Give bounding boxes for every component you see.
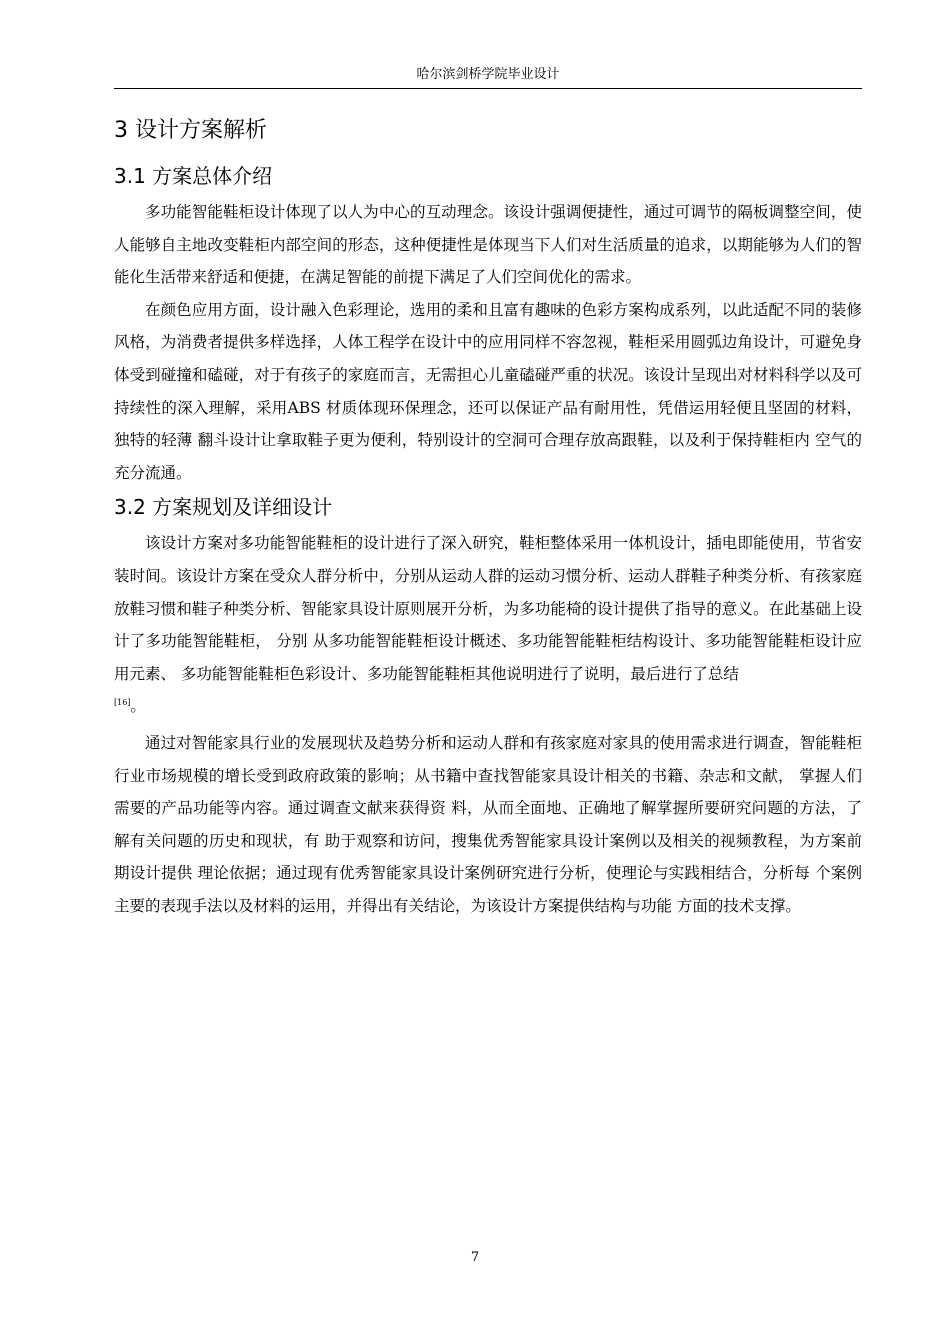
paragraph: 通过对智能家具行业的发展现状及趋势分析和运动人群和有孩家庭对家具的使用需求进行调查，智能鞋柜行业市场规模的增长受到政府政策的影响；从书籍中查找智能家具设计相关的书籍、杂志和文献， 掌握人们需要的产品功能等内容。通过调查文献来获得资 料，从而全面地、正确地了解掌握所要研究问题的方法，了解有关问题的历史和现状，有 助于观察和访问，搜集优秀智能家具设计案例以及相关的视频教程，为方案前期设计提供 理论依据；通过现有优秀智能家具设计案例研究进行分析，使理论与实践相结合，分析每 个案例主要的表现手法以及材料的运用，并得出有关结论，为该设计方案提供结构与功能 方面的技术支撑。 — [114, 733, 862, 915]
paragraph: 在颜色应用方面，设计融入色彩理论，选用的柔和且富有趣味的色彩方案构成系列，以此适配不同的装修风格，为消费者提供多样选择，人体工程学在设计中的应用同样不容忽视，鞋柜采用圆弧边角设计，可避免身体受到碰撞和磕碰，对于有孩子的家庭而言，无需担心儿童磕碰严重的状况。该设计呈现出对材料科学以及可持续性的深入理解，采用ABS 材质体现环保理念，还可以保证产品有耐用性，凭借运用轻便且坚固的材料，独特的轻薄 翻斗设计让拿取鞋子更为便利，特别设计的空洞可合理存放高跟鞋，以及利于保持鞋柜内 空气的充分流通。 — [114, 300, 862, 482]
paragraph — [114, 527, 862, 723]
page-number: 7 — [470, 1250, 480, 1265]
citation-marker: [16] — [114, 698, 131, 708]
section-3-heading: 3 设计方案解析 — [114, 118, 267, 143]
section-3-2-heading: 3.2 方案规划及详细设计 — [114, 495, 333, 520]
header-text: 哈尔滨剑桥学院毕业设计 — [416, 67, 560, 82]
page-header — [114, 66, 862, 89]
document-body — [114, 112, 862, 922]
paragraph-text: 该设计方案对多功能智能鞋柜的设计进行了深入研究，鞋柜整体采用一体机设计，插电即能使用，节省安装时间。该设计方案在受众人群分析中，分别从运动人群的运动习惯分析、运动人群鞋子种类分析、有孩家庭放鞋习惯和鞋子种类分析、智能家具设计原则展开分析，为多功能椅的设计提供了指导的意义。在此基础上设计了多功能智能鞋柜， 分别 从多功能智能鞋柜设计概述、多功能智能鞋柜结构设计、多功能智能鞋柜设计应用元素、 多功能智能鞋柜色彩设计、多功能智能鞋柜其他说明进行了说明，最后进行了总结 — [114, 534, 862, 683]
paragraph-end: 。 — [130, 697, 146, 716]
section-3-1-heading: 3.1 方案总体介绍 — [114, 164, 273, 188]
paragraph: 多功能智能鞋柜设计体现了以人为中心的互动理念。该设计强调便捷性，通过可调节的隔板调整空间，使人能够自主地改变鞋柜内部空间的形态，这种便捷性是体现当下人们对生活质量的追求，以期能够为人们的智能化生活带来舒适和便捷，在满足智能的前提下满足了人们空间优化的需求。 — [114, 203, 862, 287]
